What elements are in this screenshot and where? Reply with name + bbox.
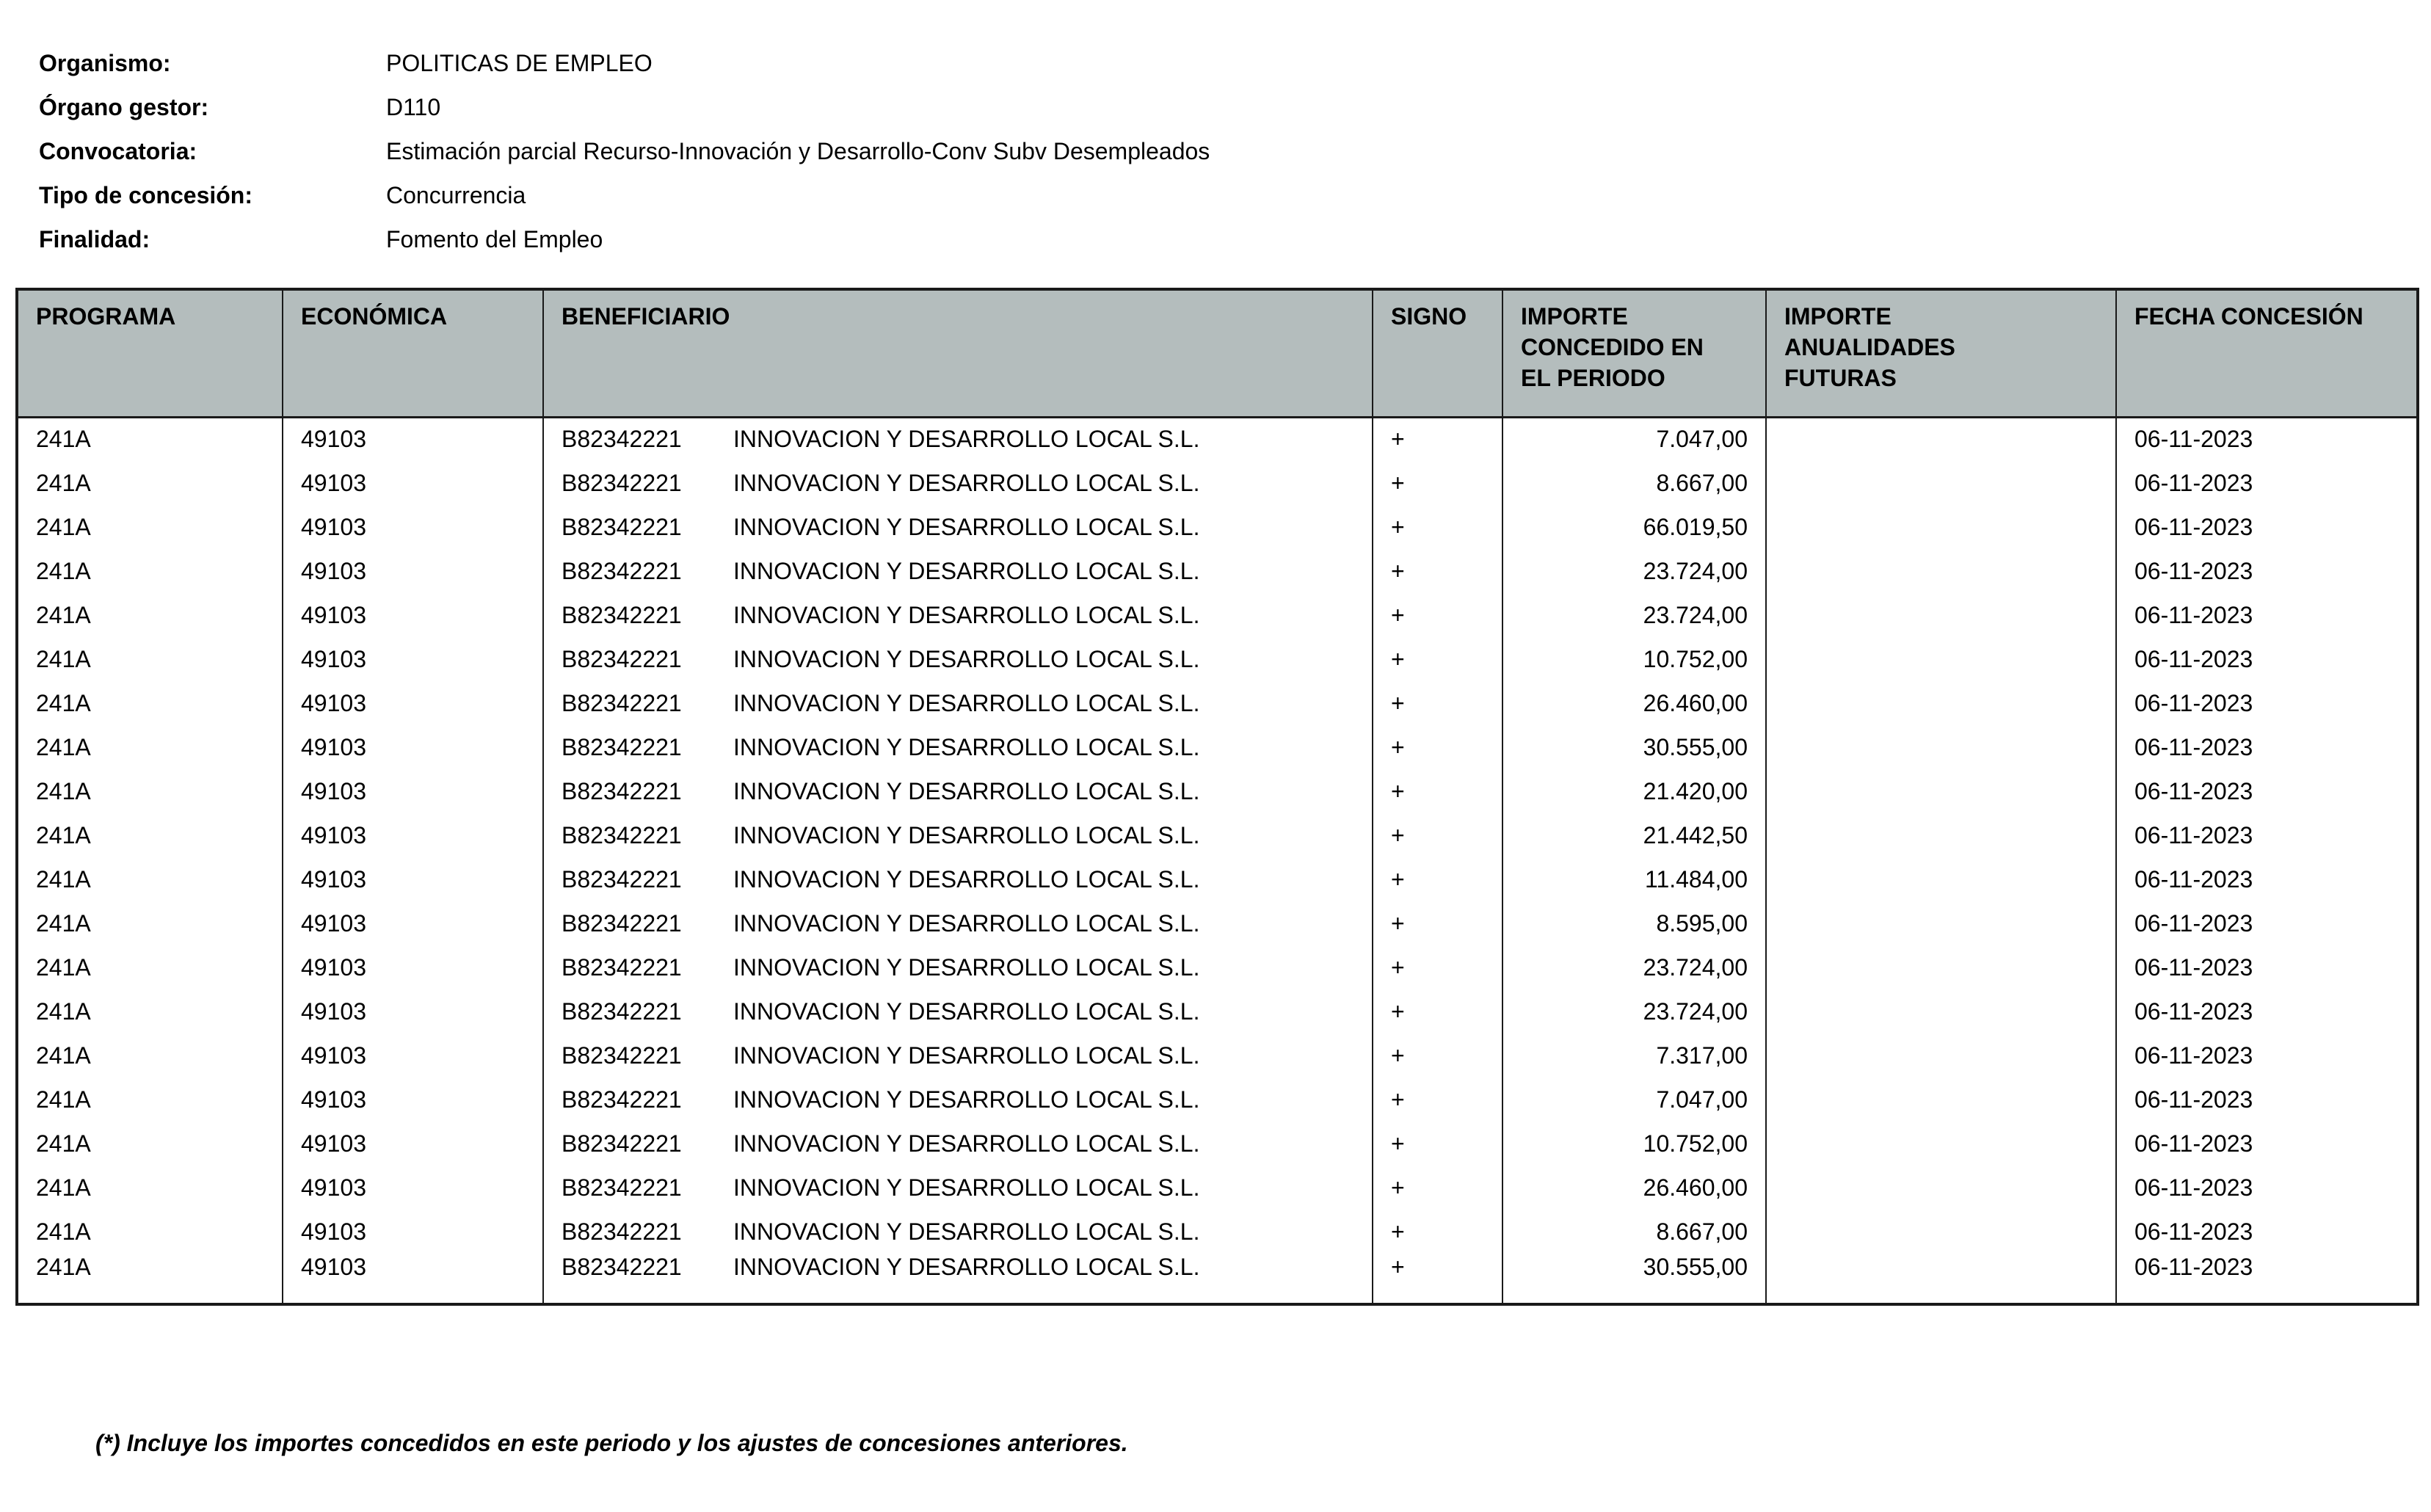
cell-economica: 49103: [283, 593, 543, 637]
cell-economica: 49103: [283, 1210, 543, 1254]
cell-programa: 241A: [17, 1122, 283, 1166]
meta-row: [39, 85, 1210, 129]
cell-importe-anualidades: [1766, 857, 2116, 901]
cell-importe-anualidades: [1766, 1166, 2116, 1210]
cell-importe-concedido: 7.047,00: [1502, 1077, 1766, 1122]
cell-beneficiario: [543, 945, 1373, 989]
cell-fecha-concesion: 06-11-2023: [2116, 1033, 2418, 1077]
cell-signo: +: [1373, 901, 1502, 945]
beneficiario-id: B82342221: [562, 1086, 682, 1113]
beneficiario-nombre: INNOVACION Y DESARROLLO LOCAL S.L.: [733, 953, 1200, 981]
cell-economica: 49103: [283, 901, 543, 945]
cell-importe-anualidades: [1766, 1077, 2116, 1122]
beneficiario-id: B82342221: [562, 1174, 682, 1201]
cell-importe-anualidades: [1766, 813, 2116, 857]
cell-fecha-concesion: 06-11-2023: [2116, 593, 2418, 637]
meta-value: Estimación parcial Recurso-Innovación y Desarrollo-Conv Subv Desempleados: [386, 137, 1210, 164]
cell-programa: 241A: [17, 505, 283, 549]
footnote: (*) Incluye los importes concedidos en este periodo y los ajustes de concesiones anteriores.: [95, 1430, 1128, 1456]
cell-fecha-concesion: 06-11-2023: [2116, 1254, 2418, 1304]
cell-economica: 49103: [283, 505, 543, 549]
beneficiario-nombre: INNOVACION Y DESARROLLO LOCAL S.L.: [733, 426, 1200, 453]
cell-importe-concedido: 8.667,00: [1502, 1210, 1766, 1254]
cell-economica: 49103: [283, 725, 543, 769]
beneficiario-nombre: INNOVACION Y DESARROLLO LOCAL S.L.: [733, 513, 1200, 540]
cell-signo: +: [1373, 813, 1502, 857]
cell-fecha-concesion: 06-11-2023: [2116, 989, 2418, 1033]
beneficiario-id: B82342221: [562, 733, 682, 760]
cell-beneficiario: [543, 637, 1373, 681]
cell-importe-anualidades: [1766, 769, 2116, 813]
cell-signo: +: [1373, 1254, 1502, 1304]
cell-beneficiario: [543, 1122, 1373, 1166]
cell-fecha-concesion: 06-11-2023: [2116, 681, 2418, 725]
cell-importe-concedido: 11.484,00: [1502, 857, 1766, 901]
meta-label: Convocatoria:: [39, 137, 197, 164]
cell-programa: 241A: [17, 417, 283, 461]
cell-economica: 49103: [283, 1254, 543, 1304]
cell-importe-concedido: 23.724,00: [1502, 549, 1766, 593]
cell-beneficiario: [543, 417, 1373, 461]
col-header-beneficiario-label: BENEFICIARIO: [562, 303, 730, 330]
cell-importe-concedido: 23.724,00: [1502, 593, 1766, 637]
cell-importe-anualidades: [1766, 901, 2116, 945]
col-header-fecha-concesion-label: FECHA CONCESIÓN: [2134, 303, 2363, 330]
cell-economica: 49103: [283, 813, 543, 857]
beneficiario-nombre: INNOVACION Y DESARROLLO LOCAL S.L.: [733, 1130, 1200, 1157]
beneficiario-nombre: INNOVACION Y DESARROLLO LOCAL S.L.: [733, 733, 1200, 760]
cell-importe-anualidades: [1766, 417, 2116, 461]
cell-signo: +: [1373, 857, 1502, 901]
cell-economica: 49103: [283, 769, 543, 813]
cell-importe-anualidades: [1766, 725, 2116, 769]
beneficiario-id: B82342221: [562, 1218, 682, 1245]
cell-importe-concedido: 7.317,00: [1502, 1033, 1766, 1077]
cell-signo: +: [1373, 461, 1502, 505]
cell-signo: +: [1373, 989, 1502, 1033]
cell-programa: 241A: [17, 1210, 283, 1254]
table-row: [17, 1077, 2418, 1122]
cell-economica: 49103: [283, 1122, 543, 1166]
cell-signo: +: [1373, 505, 1502, 549]
cell-beneficiario: [543, 901, 1373, 945]
table-row: [17, 417, 2418, 461]
cell-programa: 241A: [17, 593, 283, 637]
col-header-economica: [283, 289, 543, 417]
cell-importe-concedido: 21.442,50: [1502, 813, 1766, 857]
cell-importe-anualidades: [1766, 989, 2116, 1033]
cell-importe-concedido: 10.752,00: [1502, 1122, 1766, 1166]
cell-importe-anualidades: [1766, 1033, 2116, 1077]
beneficiario-nombre: INNOVACION Y DESARROLLO LOCAL S.L.: [733, 469, 1200, 496]
cell-importe-anualidades: [1766, 945, 2116, 989]
cell-beneficiario: [543, 593, 1373, 637]
cell-signo: +: [1373, 1122, 1502, 1166]
beneficiario-nombre: INNOVACION Y DESARROLLO LOCAL S.L.: [733, 601, 1200, 628]
col-header-economica-label: ECONÓMICA: [301, 303, 448, 330]
cell-fecha-concesion: 06-11-2023: [2116, 461, 2418, 505]
cell-programa: 241A: [17, 1254, 283, 1304]
meta-label: Finalidad:: [39, 225, 150, 252]
meta-row: [39, 217, 1210, 261]
meta-label: Organismo:: [39, 49, 171, 76]
cell-signo: +: [1373, 945, 1502, 989]
cell-beneficiario: [543, 1210, 1373, 1254]
beneficiario-nombre: INNOVACION Y DESARROLLO LOCAL S.L.: [733, 645, 1200, 672]
cell-signo: +: [1373, 725, 1502, 769]
meta-value: Concurrencia: [386, 181, 526, 208]
cell-fecha-concesion: 06-11-2023: [2116, 857, 2418, 901]
cell-signo: +: [1373, 593, 1502, 637]
col-header-programa: [17, 289, 283, 417]
beneficiario-nombre: INNOVACION Y DESARROLLO LOCAL S.L.: [733, 1254, 1200, 1280]
table-row: [17, 857, 2418, 901]
cell-importe-anualidades: [1766, 637, 2116, 681]
table-row: [17, 1210, 2418, 1254]
beneficiario-nombre: INNOVACION Y DESARROLLO LOCAL S.L.: [733, 1086, 1200, 1113]
cell-programa: 241A: [17, 1033, 283, 1077]
meta-row: [39, 129, 1210, 173]
cell-fecha-concesion: 06-11-2023: [2116, 549, 2418, 593]
col-header-signo-label: SIGNO: [1391, 303, 1467, 330]
cell-beneficiario: [543, 505, 1373, 549]
cell-importe-concedido: 8.667,00: [1502, 461, 1766, 505]
cell-beneficiario: [543, 549, 1373, 593]
cell-importe-concedido: 8.595,00: [1502, 901, 1766, 945]
table-row: [17, 989, 2418, 1033]
cell-signo: +: [1373, 1166, 1502, 1210]
cell-fecha-concesion: 06-11-2023: [2116, 769, 2418, 813]
table-row: [17, 1122, 2418, 1166]
beneficiario-id: B82342221: [562, 689, 682, 716]
cell-fecha-concesion: 06-11-2023: [2116, 1077, 2418, 1122]
cell-economica: 49103: [283, 681, 543, 725]
cell-programa: 241A: [17, 725, 283, 769]
beneficiario-id: B82342221: [562, 777, 682, 804]
beneficiario-nombre: INNOVACION Y DESARROLLO LOCAL S.L.: [733, 777, 1200, 804]
cell-programa: 241A: [17, 1077, 283, 1122]
cell-importe-concedido: 26.460,00: [1502, 681, 1766, 725]
cell-beneficiario: [543, 1254, 1373, 1304]
table-row: [17, 637, 2418, 681]
table-row: [17, 769, 2418, 813]
cell-economica: 49103: [283, 417, 543, 461]
meta-label: Tipo de concesión:: [39, 181, 252, 208]
cell-importe-anualidades: [1766, 505, 2116, 549]
table-row: [17, 945, 2418, 989]
beneficiario-id: B82342221: [562, 953, 682, 981]
cell-fecha-concesion: 06-11-2023: [2116, 725, 2418, 769]
cell-beneficiario: [543, 725, 1373, 769]
cell-programa: 241A: [17, 945, 283, 989]
cell-fecha-concesion: 06-11-2023: [2116, 945, 2418, 989]
col-header-importe-concedido: [1502, 289, 1766, 417]
cell-programa: 241A: [17, 549, 283, 593]
beneficiario-nombre: INNOVACION Y DESARROLLO LOCAL S.L.: [733, 1174, 1200, 1201]
cell-fecha-concesion: 06-11-2023: [2116, 901, 2418, 945]
cell-signo: +: [1373, 637, 1502, 681]
meta-row: [39, 41, 1210, 85]
cell-beneficiario: [543, 1033, 1373, 1077]
cell-fecha-concesion: 06-11-2023: [2116, 1210, 2418, 1254]
cell-fecha-concesion: 06-11-2023: [2116, 505, 2418, 549]
cell-economica: 49103: [283, 1033, 543, 1077]
table-row: [17, 901, 2418, 945]
cell-signo: +: [1373, 1033, 1502, 1077]
cell-programa: 241A: [17, 1166, 283, 1210]
cell-importe-concedido: 23.724,00: [1502, 989, 1766, 1033]
cell-importe-concedido: 10.752,00: [1502, 637, 1766, 681]
table-header-row: [17, 289, 2418, 417]
cell-economica: 49103: [283, 1077, 543, 1122]
meta-value: Fomento del Empleo: [386, 225, 603, 252]
cell-signo: +: [1373, 549, 1502, 593]
beneficiario-id: B82342221: [562, 909, 682, 937]
cell-programa: 241A: [17, 681, 283, 725]
cell-importe-concedido: 7.047,00: [1502, 417, 1766, 461]
meta-value: D110: [386, 93, 441, 120]
beneficiario-id: B82342221: [562, 821, 682, 848]
cell-signo: +: [1373, 681, 1502, 725]
document-meta-block: [39, 41, 1210, 261]
cell-importe-anualidades: [1766, 681, 2116, 725]
beneficiario-id: B82342221: [562, 865, 682, 893]
cell-importe-concedido: 21.420,00: [1502, 769, 1766, 813]
cell-economica: 49103: [283, 857, 543, 901]
beneficiario-nombre: INNOVACION Y DESARROLLO LOCAL S.L.: [733, 1218, 1200, 1245]
beneficiario-id: B82342221: [562, 1254, 682, 1280]
beneficiario-nombre: INNOVACION Y DESARROLLO LOCAL S.L.: [733, 821, 1200, 848]
beneficiario-nombre: INNOVACION Y DESARROLLO LOCAL S.L.: [733, 909, 1200, 937]
cell-beneficiario: [543, 681, 1373, 725]
cell-fecha-concesion: 06-11-2023: [2116, 637, 2418, 681]
cell-importe-concedido: 30.555,00: [1502, 1254, 1766, 1304]
cell-fecha-concesion: 06-11-2023: [2116, 1166, 2418, 1210]
table-row: [17, 725, 2418, 769]
cell-programa: 241A: [17, 901, 283, 945]
beneficiario-nombre: INNOVACION Y DESARROLLO LOCAL S.L.: [733, 865, 1200, 893]
cell-economica: 49103: [283, 461, 543, 505]
col-header-importe-concedido-label: IMPORTE CONCEDIDO EN EL PERIODO: [1521, 303, 1704, 392]
cell-importe-anualidades: [1766, 593, 2116, 637]
table-row: [17, 1033, 2418, 1077]
col-header-fecha-concesion: [2116, 289, 2418, 417]
cell-importe-concedido: 30.555,00: [1502, 725, 1766, 769]
cell-economica: 49103: [283, 549, 543, 593]
cell-signo: +: [1373, 1077, 1502, 1122]
cell-programa: 241A: [17, 461, 283, 505]
beneficiario-id: B82342221: [562, 1042, 682, 1069]
table-row: [17, 813, 2418, 857]
cell-programa: 241A: [17, 769, 283, 813]
cell-beneficiario: [543, 813, 1373, 857]
cell-economica: 49103: [283, 637, 543, 681]
beneficiario-id: B82342221: [562, 469, 682, 496]
cell-importe-concedido: 66.019,50: [1502, 505, 1766, 549]
table-row: [17, 505, 2418, 549]
cell-importe-concedido: 23.724,00: [1502, 945, 1766, 989]
table-row: [17, 1254, 2418, 1304]
cell-programa: 241A: [17, 989, 283, 1033]
beneficiario-id: B82342221: [562, 601, 682, 628]
beneficiario-nombre: INNOVACION Y DESARROLLO LOCAL S.L.: [733, 997, 1200, 1025]
table-row: [17, 1166, 2418, 1210]
table-body: [17, 417, 2418, 1304]
cell-programa: 241A: [17, 813, 283, 857]
cell-beneficiario: [543, 769, 1373, 813]
table-head: [17, 289, 2418, 417]
cell-fecha-concesion: 06-11-2023: [2116, 1122, 2418, 1166]
col-header-importe-anualidades: [1766, 289, 2116, 417]
meta-value: POLITICAS DE EMPLEO: [386, 49, 653, 76]
cell-programa: 241A: [17, 637, 283, 681]
col-header-beneficiario: [543, 289, 1373, 417]
cell-importe-anualidades: [1766, 1122, 2116, 1166]
col-header-importe-anualidades-label: IMPORTE ANUALIDADES FUTURAS: [1784, 303, 1955, 392]
table-row: [17, 461, 2418, 505]
beneficiario-id: B82342221: [562, 557, 682, 584]
col-header-signo: [1373, 289, 1502, 417]
cell-economica: 49103: [283, 945, 543, 989]
cell-fecha-concesion: 06-11-2023: [2116, 813, 2418, 857]
concessions-table: [15, 288, 2419, 1306]
cell-importe-anualidades: [1766, 461, 2116, 505]
meta-row: [39, 173, 1210, 217]
cell-beneficiario: [543, 857, 1373, 901]
cell-importe-anualidades: [1766, 1254, 2116, 1304]
cell-beneficiario: [543, 989, 1373, 1033]
beneficiario-id: B82342221: [562, 645, 682, 672]
table-row: [17, 681, 2418, 725]
beneficiario-nombre: INNOVACION Y DESARROLLO LOCAL S.L.: [733, 557, 1200, 584]
col-header-programa-label: PROGRAMA: [36, 303, 176, 330]
cell-beneficiario: [543, 1166, 1373, 1210]
cell-signo: +: [1373, 417, 1502, 461]
cell-economica: 49103: [283, 1166, 543, 1210]
cell-signo: +: [1373, 1210, 1502, 1254]
beneficiario-nombre: INNOVACION Y DESARROLLO LOCAL S.L.: [733, 1042, 1200, 1069]
beneficiario-id: B82342221: [562, 1130, 682, 1157]
cell-signo: +: [1373, 769, 1502, 813]
cell-fecha-concesion: 06-11-2023: [2116, 417, 2418, 461]
cell-economica: 49103: [283, 989, 543, 1033]
cell-importe-concedido: 26.460,00: [1502, 1166, 1766, 1210]
table-row: [17, 549, 2418, 593]
cell-beneficiario: [543, 1077, 1373, 1122]
beneficiario-id: B82342221: [562, 426, 682, 453]
beneficiario-id: B82342221: [562, 997, 682, 1025]
cell-beneficiario: [543, 461, 1373, 505]
beneficiario-nombre: INNOVACION Y DESARROLLO LOCAL S.L.: [733, 689, 1200, 716]
beneficiario-id: B82342221: [562, 513, 682, 540]
cell-importe-anualidades: [1766, 1210, 2116, 1254]
cell-programa: 241A: [17, 857, 283, 901]
meta-label: Órgano gestor:: [39, 93, 209, 120]
table-row: [17, 593, 2418, 637]
cell-importe-anualidades: [1766, 549, 2116, 593]
